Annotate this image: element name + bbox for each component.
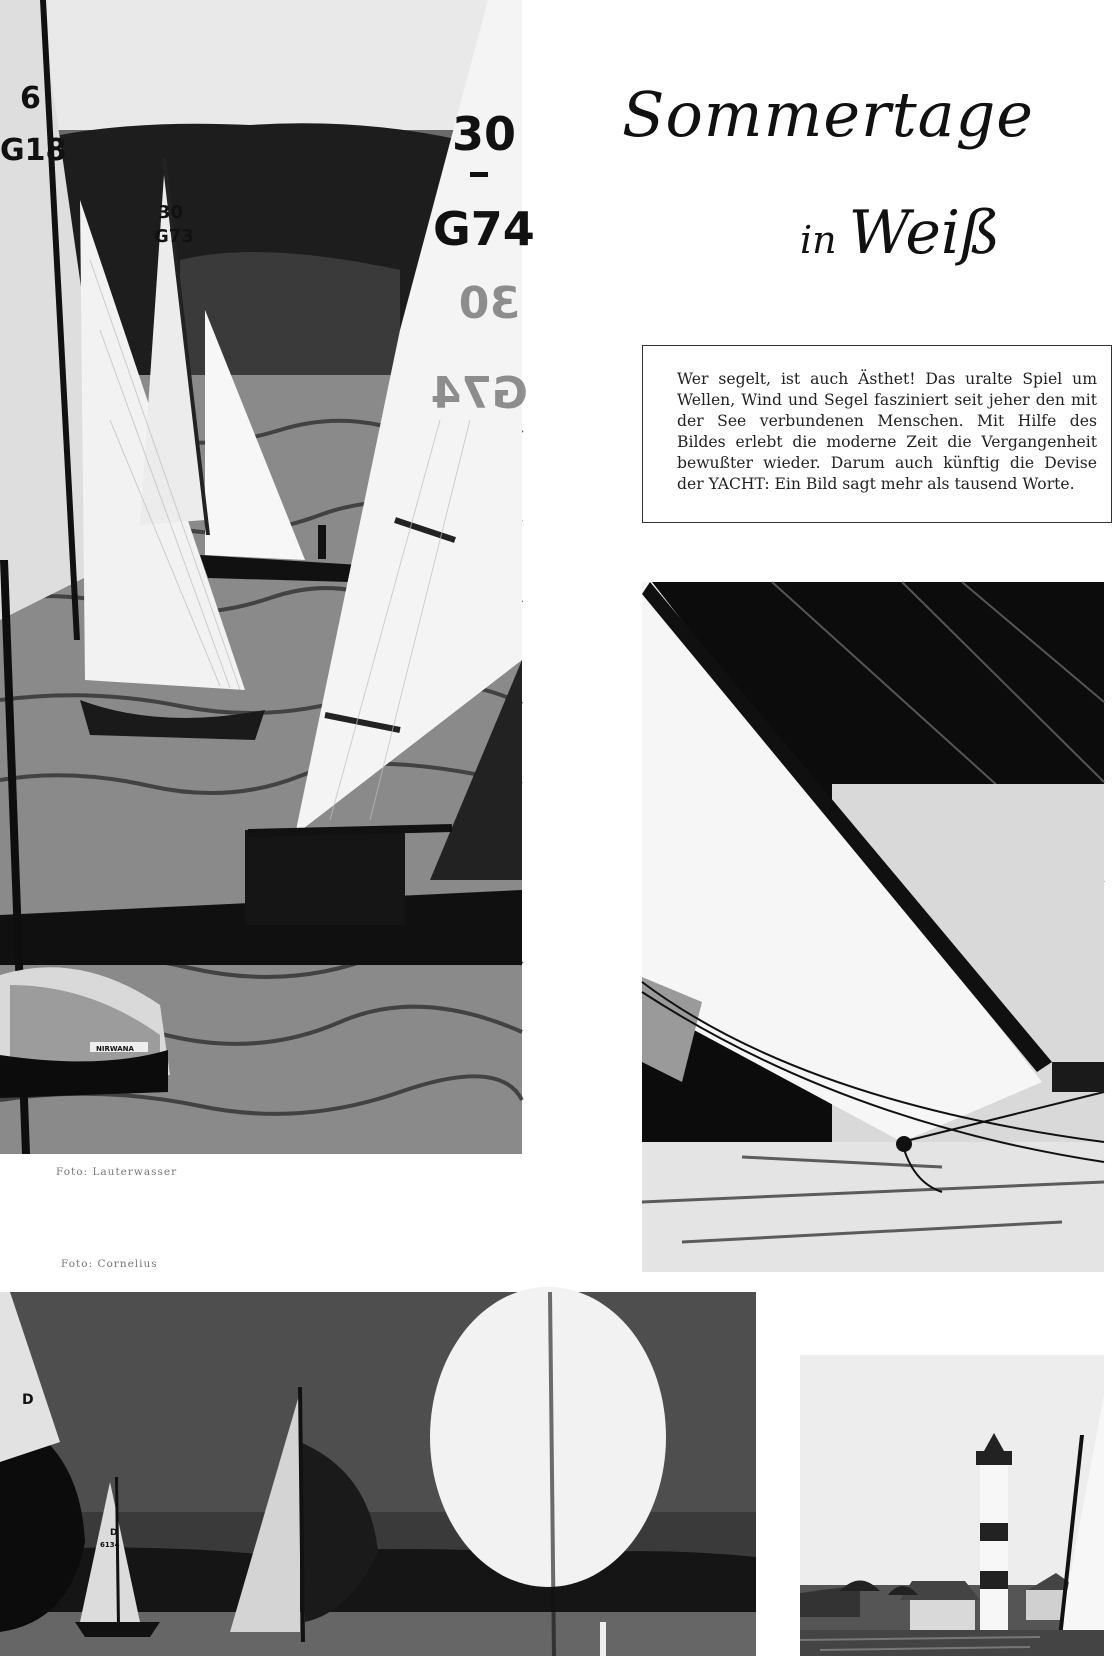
photo-credit-cornelius: Foto: Cornelius: [61, 1258, 158, 1270]
intro-text: Wer segelt, ist auch Ästhet! Das uralte Spiel um Wellen, Wind und Segel fasziniert seit jeher den mit der See verbundenen Menschen. Mit Hilfe des Bildes erlebt die moderne Zeit die Vergangenheit bewußter wieder. Darum auch künftig die Devise der YACHT: Ein Bild sagt mehr als tausend Worte.: [677, 370, 1097, 493]
spinnaker-photo: [0, 1292, 756, 1656]
sail-number-right-mirror-mid: G74: [430, 368, 528, 419]
sail-number-left-top: 6: [20, 81, 41, 116]
sail-number-right-mirror-top: 30: [458, 278, 520, 329]
sail-number-left-mid: G18: [0, 133, 67, 168]
sail-number-center-mid: G73: [154, 226, 194, 247]
spinnaker-sail-left: D: [22, 1392, 34, 1408]
sail-number-right-top: 30: [452, 107, 517, 161]
spinnaker-sail-mid-num: 6134: [100, 1541, 120, 1549]
page-title-in: in: [800, 218, 837, 262]
page-title-line1: Sommertage: [622, 78, 1034, 151]
regatta-photo: [0, 0, 535, 1154]
hull-name: NIRWANA: [96, 1045, 134, 1053]
page-title-line2: [800, 198, 1000, 268]
sail-closeup-photo: [642, 582, 1104, 1272]
page-title-weiss: Weiß: [848, 198, 1001, 268]
spinnaker-sail-mid: D: [110, 1528, 118, 1538]
intro-box: [642, 345, 1112, 523]
lighthouse-photo: [800, 1355, 1104, 1656]
sail-number-center-top: 30: [158, 202, 184, 223]
sail-number-right-mid: G74: [433, 202, 535, 256]
photo-credit-lauterwasser: Foto: Lauterwasser: [56, 1166, 178, 1178]
